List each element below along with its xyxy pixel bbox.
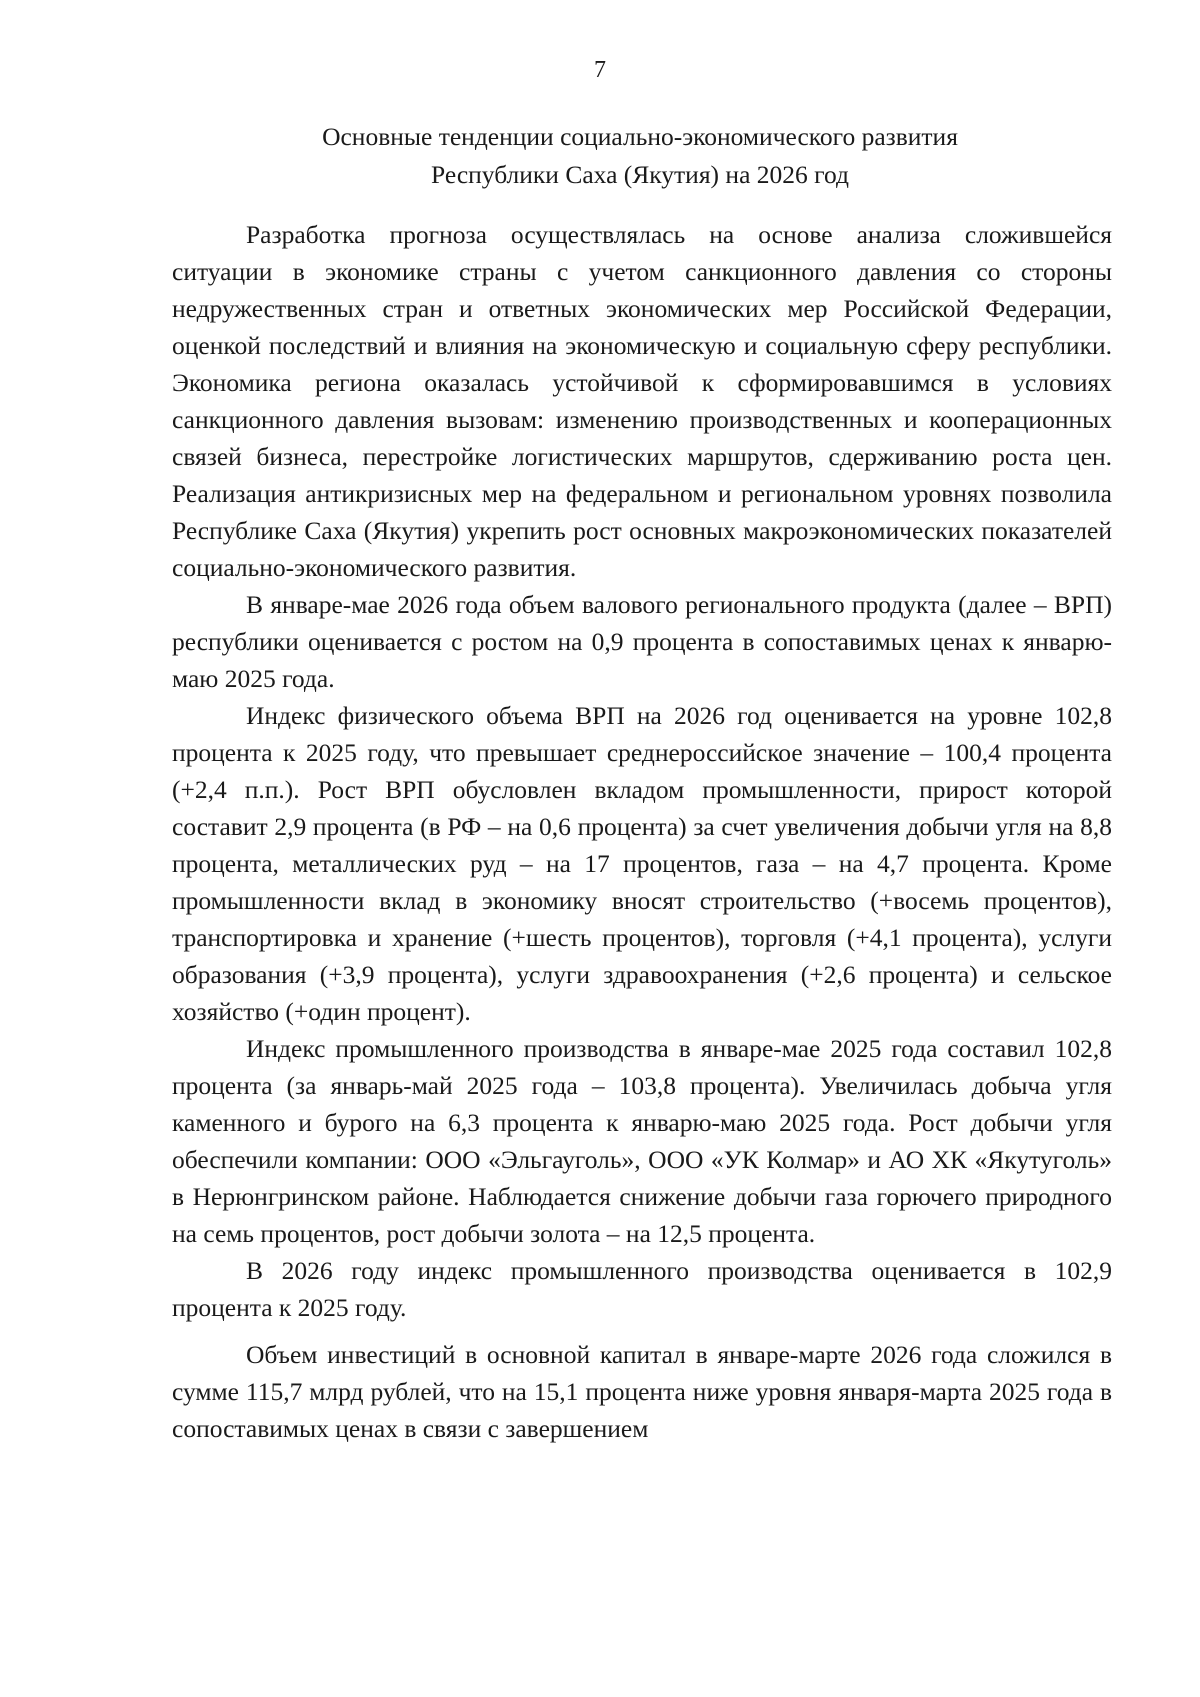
title-line-2: Республики Саха (Якутия) на 2026 год xyxy=(431,160,849,189)
paragraph-forecast-basis: Разработка прогноза осуществлялась на основе анализа сложившейся ситуации в экономике страны с учетом санкционного давления со стороны недружественных стран и ответных экономических мер Российской Федерации, оценкой последствий и влияния на экономическую и социальную сферу республики. Экономика региона оказалась устойчивой к сформировавшимся в условиях санкционного давления вызовам: изменению производственных и кооперационных связей бизнеса, перестройке логистических маршрутов, сдерживанию роста цен. Реализация антикризисных мер на федеральном и региональном уровнях позволила Республике Саха (Якутия) укрепить рост основных макроэкономических показателей социально-экономического развития. xyxy=(172,220,1112,582)
paragraph-industrial-production: Индекс промышленного производства в январе-мае 2025 года составил 102,8 процента (за январь-май 2025 года – 103,8 процента). Увеличилась добыча угля каменного и бурого на 6,3 процента к январю-маю 2025 года. Рост добычи угля обеспечили компании: ООО «Эльгауголь», ООО «УК Колмар» и АО ХК «Якутуголь» в Нерюнгринском районе. Наблюдается снижение добычи газа горючего природного на семь процентов, рост добычи золота – на 12,5 процента. xyxy=(172,1034,1112,1248)
title-line-1: Основные тенденции социально-экономического развития xyxy=(322,122,958,151)
document-body xyxy=(172,216,1112,1447)
document-title xyxy=(170,118,1110,194)
paragraph-grp-index: Индекс физического объема ВРП на 2026 год оценивается на уровне 102,8 процента к 2025 году, что превышает среднероссийское значение – 100,4 процента (+2,4 п.п.). Рост ВРП обусловлен вкладом промышленности, прирост которой составит 2,9 процента (в РФ – на 0,6 процента) за счет увеличения добычи угля на 8,8 процента, металлических руд – на 17 процентов, газа – на 4,7 процента. Кроме промышленности вклад в экономику вносят строительство (+восемь процентов), транспортировка и хранение (+шесть процентов), торговля (+4,1 процента), услуги образования (+3,9 процента), услуги здравоохранения (+2,6 процента) и сельское хозяйство (+один процент). xyxy=(172,701,1112,1026)
paragraph-grp-jan-may: В январе-мае 2026 года объем валового регионального продукта (далее – ВРП) республики оценивается с ростом на 0,9 процента в сопоставимых ценах к январю-маю 2025 года. xyxy=(172,590,1112,693)
paragraph-investments: Объем инвестиций в основной капитал в январе-марте 2026 года сложился в сумме 115,7 млрд рублей, что на 15,1 процента ниже уровня января-марта 2025 года в сопоставимых ценах в связи с завершением xyxy=(172,1340,1112,1443)
paragraph-industrial-index-2026: В 2026 году индекс промышленного производства оценивается в 102,9 процента к 2025 году. xyxy=(172,1256,1112,1322)
page-number: 7 xyxy=(594,57,606,83)
